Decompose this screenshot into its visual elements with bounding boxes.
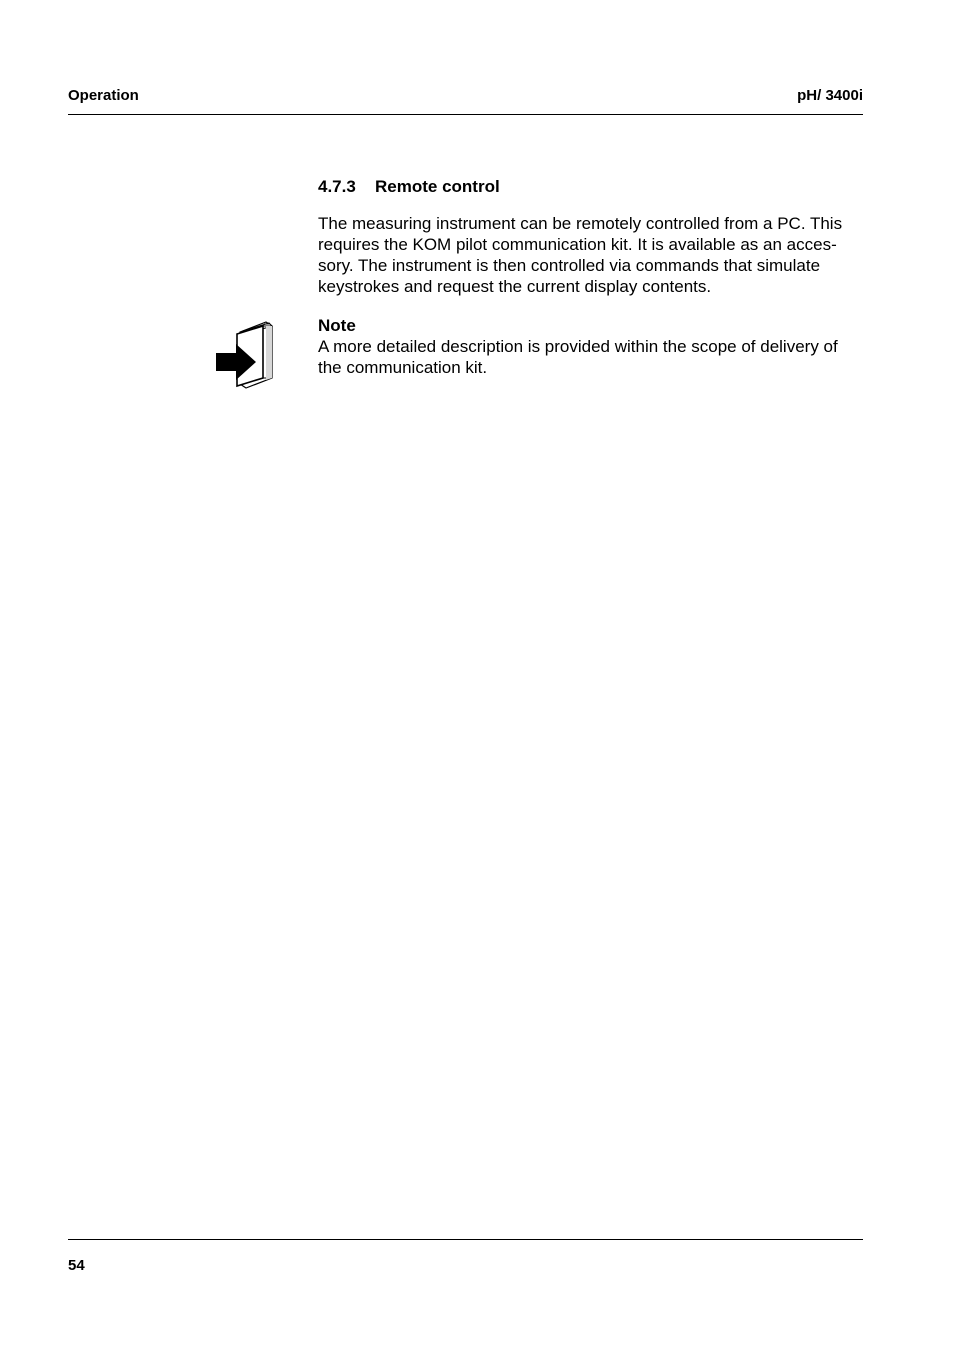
section-heading	[318, 177, 500, 197]
section-title: Remote control	[375, 177, 500, 196]
running-header-product: pH/ 3400i	[797, 87, 863, 104]
body-line: keystrokes and request the current display contents.	[318, 277, 712, 296]
note-text	[318, 336, 866, 378]
header-divider	[68, 114, 863, 115]
section-number: 4.7.3	[318, 177, 356, 196]
note-title: Note	[318, 316, 356, 335]
page-number: 54	[68, 1257, 85, 1274]
body-line: The measuring instrument can be remotely controlled from a PC. This	[318, 214, 843, 233]
body-line: sory. The instrument is then controlled via commands that simulate	[318, 256, 821, 275]
book-arrow-icon	[214, 320, 276, 390]
note-line: the communication kit.	[318, 358, 488, 377]
body-line: requires the KOM pilot communication kit. It is available as an acces-	[318, 235, 837, 254]
section-body	[318, 213, 866, 297]
note-line: A more detailed description is provided within the scope of delivery of	[318, 337, 838, 356]
footer-divider	[68, 1239, 863, 1240]
running-header-chapter: Operation	[68, 87, 139, 104]
